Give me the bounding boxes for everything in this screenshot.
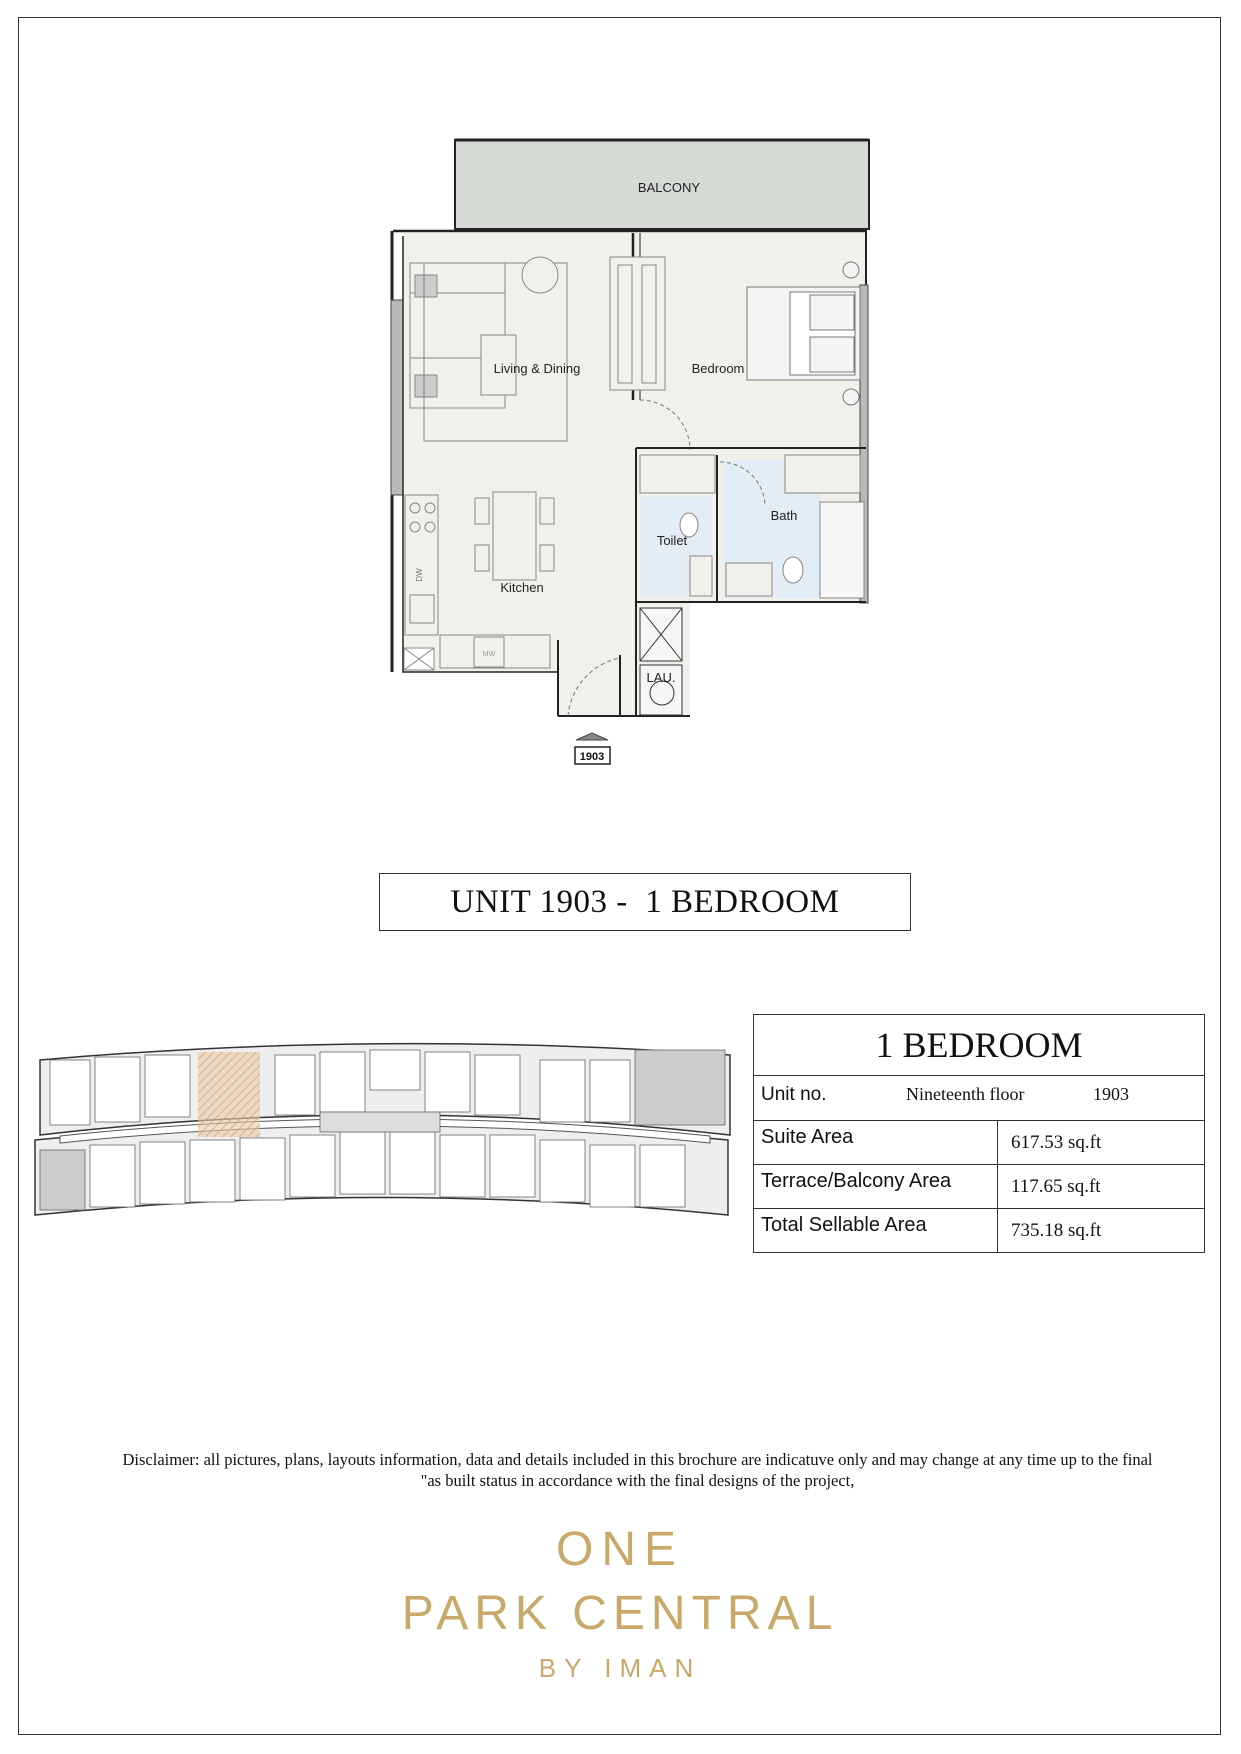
unit-tag: 1903	[579, 751, 605, 763]
mw-label: MW	[482, 651, 496, 658]
key-plan	[30, 1040, 735, 1225]
table-row	[754, 1209, 1205, 1253]
logo-line-park-central: PARK CENTRAL	[401, 1587, 839, 1640]
unit-no-label: Unit no.	[761, 1084, 827, 1105]
terrace-area-value: 117.65 sq.ft	[998, 1165, 1205, 1209]
shower	[820, 502, 864, 598]
brand-logo	[330, 1522, 910, 1688]
disclaimer-line-1: Disclaimer: all pictures, plans, layouts information, data and details included in this brochure are indicatuve only and may change at any time up to the final	[122, 1450, 1153, 1469]
bath-label: Bath	[770, 508, 798, 523]
table-row	[754, 1165, 1205, 1209]
floor-plan	[380, 130, 880, 770]
total-area-value: 735.18 sq.ft	[998, 1209, 1205, 1253]
vanity	[726, 563, 772, 596]
balcony-label: BALCONY	[637, 180, 701, 195]
wc	[783, 557, 803, 583]
total-area-label: Total Sellable Area	[754, 1209, 998, 1253]
laundry-label: LAU.	[646, 670, 676, 685]
terrace-area-label: Terrace/Balcony Area	[754, 1165, 998, 1209]
toilet-label: Toilet	[656, 533, 688, 548]
dw-label: DW	[415, 568, 424, 582]
suite-area-value: 617.53 sq.ft	[998, 1121, 1205, 1165]
closet-left	[640, 455, 715, 493]
table-header: 1 BEDROOM	[754, 1015, 1205, 1076]
unit-no-value: 1903	[1093, 1084, 1129, 1104]
logo-line-one: ONE	[555, 1523, 684, 1576]
unit-no-row	[754, 1076, 1205, 1121]
entry-arrow	[576, 733, 608, 740]
logo-line-by-iman: BY IMAN	[538, 1653, 702, 1683]
area-table	[753, 1014, 1205, 1253]
bedroom-label: Bedroom	[691, 361, 745, 376]
kitchen-label: Kitchen	[500, 580, 544, 595]
closet-right	[785, 455, 860, 493]
disclaimer-line-2: "as built status in accordance with the final designs of the project,	[420, 1471, 855, 1490]
unit-title: UNIT 1903 - 1 BEDROOM	[379, 873, 911, 931]
living-dining-label: Living & Dining	[493, 361, 581, 376]
disclaimer	[60, 1449, 1215, 1491]
floor-value: Nineteenth floor	[906, 1084, 1025, 1104]
armchair	[522, 257, 558, 293]
suite-area-label: Suite Area	[754, 1121, 998, 1165]
dining-table	[493, 492, 536, 580]
table-row	[754, 1121, 1205, 1165]
